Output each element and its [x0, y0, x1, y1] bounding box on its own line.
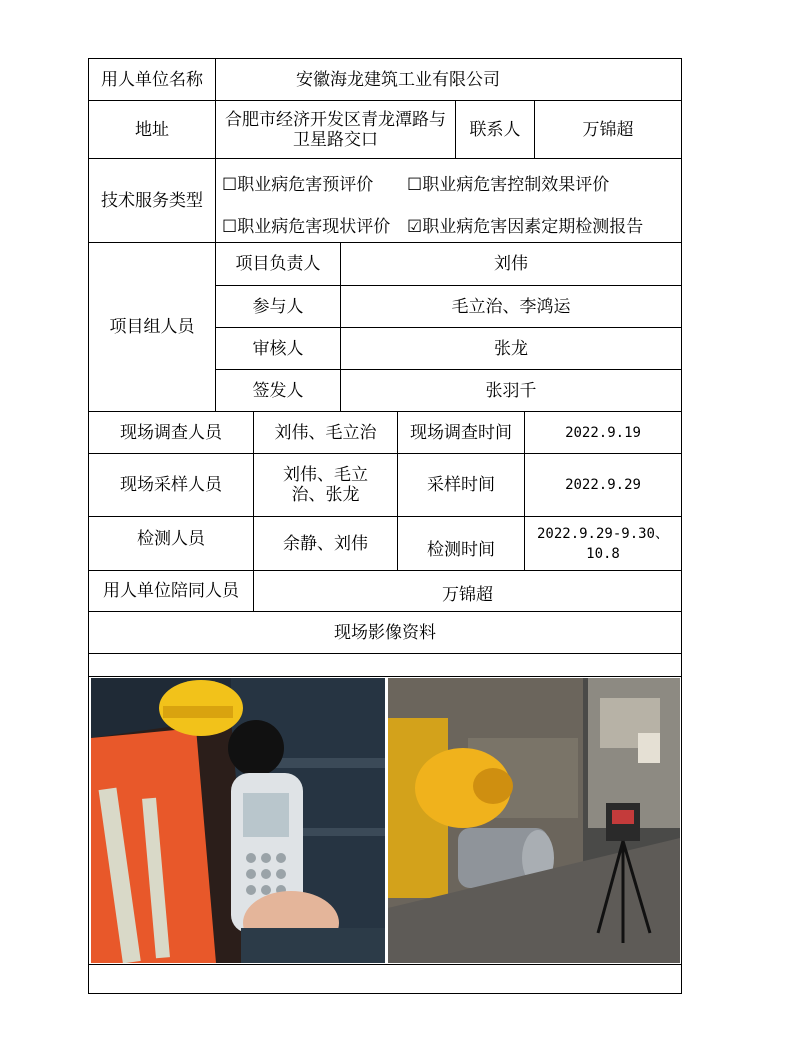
- company-name-text: 安徽海龙建筑工业有限公司: [296, 69, 500, 90]
- photo-noise-meter-image: [91, 678, 385, 963]
- contact-label: 联系人: [455, 100, 535, 159]
- photo-machinery-image: [388, 678, 680, 963]
- photo-machinery: [388, 678, 680, 963]
- checkbox-empty-icon: ☐: [222, 175, 238, 195]
- photo-spacer-row: [88, 653, 682, 677]
- team-role: 参与人: [215, 285, 341, 328]
- accompany-value: 万锦超: [253, 570, 682, 612]
- address-text: 合肥市经济开发区青龙潭路与卫星路交口: [225, 109, 446, 150]
- team-label: 项目组人员: [88, 242, 216, 412]
- testing-staff-value: 余静、刘伟: [253, 516, 398, 571]
- checkbox-checked-icon: ☑: [407, 217, 423, 237]
- service-option-2[interactable]: [407, 170, 609, 195]
- team-role: 审核人: [215, 327, 341, 370]
- sampling-time-label: 采样时间: [397, 453, 525, 517]
- testing-time-label: 检测时间: [397, 516, 525, 571]
- service-type-label: 技术服务类型: [88, 158, 216, 243]
- service-option-1[interactable]: [222, 170, 373, 195]
- testing-time-text: 2022.9.29-9.30、10.8: [536, 525, 669, 562]
- team-name: 刘伟: [340, 242, 682, 286]
- address-value: [215, 100, 456, 159]
- sampling-time-value: 2022.9.29: [524, 453, 682, 517]
- accompany-label: 用人单位陪同人员: [88, 570, 254, 612]
- service-option-text: 职业病危害因素定期检测报告: [422, 217, 644, 237]
- team-name: 张龙: [340, 327, 682, 370]
- checkbox-empty-icon: ☐: [407, 175, 423, 195]
- team-role: 签发人: [215, 369, 341, 412]
- service-option-text: 职业病危害预评价: [237, 175, 374, 195]
- sampling-staff-text: 刘伟、毛立治、张龙: [283, 465, 368, 505]
- address-label: 地址: [88, 100, 216, 159]
- testing-staff-label: 检测人员: [88, 516, 254, 571]
- sampling-staff-value: [253, 453, 398, 517]
- photo-noise-meter: [91, 678, 385, 963]
- service-option-3[interactable]: [222, 212, 390, 237]
- testing-time-value: [524, 516, 682, 571]
- checkbox-empty-icon: ☐: [222, 217, 238, 237]
- survey-staff-label: 现场调查人员: [88, 411, 254, 454]
- survey-staff-value: 刘伟、毛立治: [253, 411, 398, 454]
- service-option-text: 职业病危害现状评价: [237, 217, 391, 237]
- photo-footer-row: [88, 964, 682, 994]
- photo-section-label: 现场影像资料: [88, 611, 682, 654]
- company-name-label: 用人单位名称: [88, 58, 216, 101]
- team-name: 毛立治、李鸿运: [340, 285, 682, 328]
- survey-time-value: 2022.9.19: [524, 411, 682, 454]
- team-role: 项目负责人: [215, 242, 341, 286]
- survey-time-label: 现场调查时间: [397, 411, 525, 454]
- service-option-text: 职业病危害控制效果评价: [422, 175, 610, 195]
- contact-value: 万锦超: [534, 100, 682, 159]
- service-option-4[interactable]: [407, 212, 643, 237]
- company-name-value: [215, 58, 682, 101]
- sampling-staff-label: 现场采样人员: [88, 453, 254, 517]
- team-name: 张羽千: [340, 369, 682, 412]
